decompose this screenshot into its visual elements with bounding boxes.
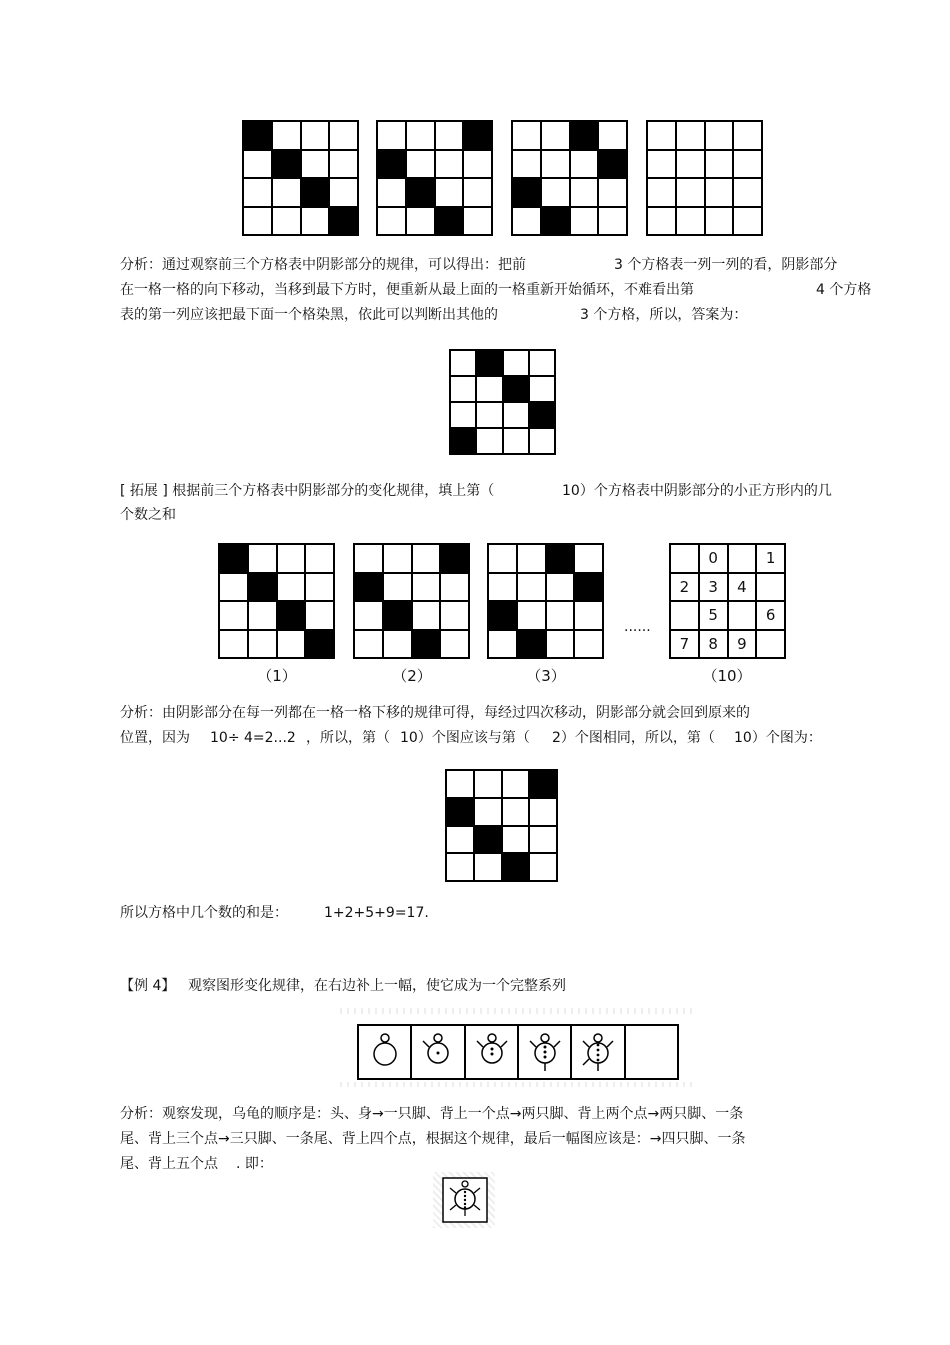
grid-10-cell: [670, 544, 699, 573]
ellipsis: ......: [624, 619, 651, 635]
analysis3-line2: 尾、背上三个点→三只脚、一条尾、背上四个点，根据这个规律，最后一幅图应该是：→四只脚、一条: [120, 1131, 746, 1147]
grid-10-cell: [728, 601, 757, 630]
analysis3-line3a: 尾、背上五个点: [120, 1156, 218, 1172]
grid-cell-shaded: [546, 544, 575, 573]
turtle-frame-4: [519, 1026, 572, 1078]
analysis1-line1a: 分析：通过观察前三个方格表中阴影部分的规律，可以得出：把前: [120, 257, 526, 273]
grid-10-cell: 9: [728, 630, 757, 659]
ext-grid-3-caption: （3）: [526, 667, 566, 685]
grid-cell-shaded: [354, 573, 383, 602]
grid-cell: [463, 150, 492, 179]
ext-grid-2-caption: （2）: [392, 667, 432, 685]
turtle-frame-2: [412, 1026, 465, 1078]
grid-cell-shaded: [502, 853, 530, 881]
grid-cell: [412, 573, 441, 602]
grid-cell-shaded: [277, 601, 306, 630]
grid-cell: [517, 601, 546, 630]
grid-cell: [733, 178, 762, 207]
grid-cell: [219, 601, 248, 630]
grid-cell: [503, 350, 529, 376]
grid-cell: [301, 150, 330, 179]
grid-cell: [243, 150, 272, 179]
grid-cell: [570, 178, 599, 207]
grid-cell: [705, 150, 734, 179]
grid-10-cell: [670, 601, 699, 630]
grid-cell-shaded: [574, 573, 603, 602]
grid-cell: [529, 428, 555, 454]
grid-10-cell: 7: [670, 630, 699, 659]
grid-10-cell: 8: [699, 630, 728, 659]
grid-cell: [243, 178, 272, 207]
top-grid-3: [511, 120, 628, 236]
grid-cell-shaded: [450, 428, 476, 454]
grid-cell: [377, 178, 406, 207]
grid-cell: [412, 601, 441, 630]
grid-cell: [450, 376, 476, 402]
grid-cell: [354, 601, 383, 630]
scan-noise-bottom: [340, 1082, 695, 1087]
grid-10-numbers: [669, 543, 786, 659]
turtle-two-legs-tail-three-dots-icon: [519, 1026, 571, 1078]
grid-cell-shaded: [503, 376, 529, 402]
grid-cell: [476, 402, 502, 428]
grid-cell: [517, 544, 546, 573]
answer-turtle: [433, 1172, 495, 1228]
analysis3-line1: 分析：观察发现，乌龟的顺序是：头、身→一只脚、背上一个点→两只脚、背上两个点→两只脚、一条: [120, 1106, 744, 1122]
grid-cell-shaded: [406, 178, 435, 207]
grid-cell-shaded: [440, 544, 469, 573]
grid-cell: [541, 121, 570, 150]
grid-cell: [502, 798, 530, 826]
grid-cell: [301, 207, 330, 236]
grid-cell: [272, 121, 301, 150]
grid-cell-shaded: [329, 207, 358, 236]
grid-cell: [503, 402, 529, 428]
grid-cell: [705, 178, 734, 207]
grid-cell: [676, 150, 705, 179]
grid-cell: [377, 121, 406, 150]
grid-cell: [474, 770, 502, 798]
grid-cell: [435, 150, 464, 179]
grid-cell: [450, 402, 476, 428]
grid-cell: [305, 573, 334, 602]
scan-noise-top: [340, 1008, 695, 1014]
grid-cell-shaded: [488, 601, 517, 630]
grid-cell: [406, 121, 435, 150]
grid-cell: [474, 798, 502, 826]
grid-cell: [412, 544, 441, 573]
grid-cell: [647, 121, 676, 150]
grid-cell-shaded: [474, 826, 502, 854]
grid-cell-shaded: [435, 207, 464, 236]
grid-cell: [546, 630, 575, 659]
sum-label: 所以方格中几个数的和是：: [120, 905, 288, 921]
grid-cell: [546, 601, 575, 630]
grid-cell-shaded: [272, 150, 301, 179]
grid-cell: [529, 376, 555, 402]
turtle-three-legs-tail-four-dots-icon: [572, 1026, 624, 1078]
grid-cell: [647, 207, 676, 236]
grid-cell: [512, 207, 541, 236]
grid-cell: [733, 121, 762, 150]
grid-cell: [517, 573, 546, 602]
grid-10-cell: 1: [756, 544, 785, 573]
grid-cell: [647, 150, 676, 179]
grid-cell: [435, 178, 464, 207]
grid-cell: [446, 770, 474, 798]
grid-cell: [354, 630, 383, 659]
example4-text: 观察图形变化规律，在右边补上一幅，使它成为一个完整系列: [188, 978, 566, 994]
extension-line1a: [ 拓展 ] 根据前三个方格表中阴影部分的变化规律，填上第（: [120, 483, 495, 499]
analysis2-line2d: 10）个图应该与第（: [400, 730, 530, 746]
analysis1-line1b: 3 个方格表一列一列的看，阴影部分: [614, 257, 838, 273]
turtle-one-leg-one-dot-icon: [412, 1026, 464, 1078]
grid-cell: [488, 630, 517, 659]
grid-cell: [574, 630, 603, 659]
grid-cell: [529, 350, 555, 376]
analysis2-line1: 分析：由阴影部分在每一列都在一格一格下移的规律可得，每经过四次移动，阴影部分就会回到原来的: [120, 705, 750, 721]
grid-cell: [329, 121, 358, 150]
grid-cell: [598, 178, 627, 207]
grid-cell: [570, 150, 599, 179]
grid-cell: [733, 207, 762, 236]
grid-cell: [705, 207, 734, 236]
turtle-frame-1: [359, 1026, 412, 1078]
answer-grid-1: [449, 349, 556, 455]
grid-cell: [733, 150, 762, 179]
analysis2-line2e: 2）个图相同，所以，第（: [552, 730, 715, 746]
grid-cell: [248, 630, 277, 659]
analysis2-line2b: 10÷ 4=2...2: [210, 730, 296, 746]
turtle-four-legs-tail-five-dots-icon: [433, 1172, 495, 1228]
grid-cell-shaded: [529, 770, 557, 798]
grid-cell-shaded: [301, 178, 330, 207]
grid-cell-shaded: [529, 402, 555, 428]
turtle-frame-6-blank: [626, 1026, 677, 1078]
analysis3-line3b: . 即：: [236, 1156, 273, 1172]
analysis1-line2a: 在一格一格的向下移动，当移到最下方时，便重新从最上面的一格重新开始循环，不难看出第: [120, 282, 694, 298]
grid-cell: [377, 207, 406, 236]
grid-cell: [305, 544, 334, 573]
grid-cell-shaded: [476, 350, 502, 376]
grid-cell: [574, 544, 603, 573]
grid-cell: [529, 798, 557, 826]
grid-cell: [406, 207, 435, 236]
grid-cell: [512, 150, 541, 179]
grid-10-cell: [756, 630, 785, 659]
analysis2-line2a: 位置，因为: [120, 730, 190, 746]
grid-cell: [676, 121, 705, 150]
ext-grid-1-caption: （1）: [257, 667, 297, 685]
extension-line2: 个数之和: [120, 507, 176, 523]
grid-10-cell: 0: [699, 544, 728, 573]
grid-cell-shaded: [377, 150, 406, 179]
grid-cell: [705, 121, 734, 150]
grid-cell: [440, 630, 469, 659]
top-grid-4-blank: [646, 120, 763, 236]
grid-cell-shaded: [248, 573, 277, 602]
grid-cell: [647, 178, 676, 207]
grid-10-cell: 5: [699, 601, 728, 630]
grid-cell: [440, 573, 469, 602]
answer-grid-2: [445, 769, 558, 882]
turtle-sequence: [357, 1024, 679, 1080]
grid-cell: [503, 428, 529, 454]
ext-grid-1: [218, 543, 335, 659]
analysis1-line3b: 3 个方格，所以，答案为：: [580, 307, 748, 323]
grid-cell-shaded: [305, 630, 334, 659]
extension-line1b: 10）个方格表中阴影部分的小正方形内的几: [562, 483, 832, 499]
grid-cell: [488, 544, 517, 573]
grid-cell: [383, 630, 412, 659]
grid-cell-shaded: [598, 150, 627, 179]
grid-cell: [570, 207, 599, 236]
grid-cell-shaded: [541, 207, 570, 236]
grid-cell: [406, 150, 435, 179]
grid-cell-shaded: [517, 630, 546, 659]
grid-10-caption: （10）: [702, 667, 752, 685]
turtle-frame-5: [572, 1026, 625, 1078]
grid-cell: [277, 573, 306, 602]
grid-cell: [354, 544, 383, 573]
grid-cell-shaded: [412, 630, 441, 659]
grid-cell-shaded: [512, 178, 541, 207]
grid-10-cell: 4: [728, 573, 757, 602]
grid-cell: [541, 150, 570, 179]
top-grid-2: [376, 120, 493, 236]
grid-cell: [598, 207, 627, 236]
grid-10-cell: [756, 573, 785, 602]
grid-cell-shaded: [243, 121, 272, 150]
grid-cell: [248, 544, 277, 573]
analysis1-line3a: 表的第一列应该把最下面一个格染黑，依此可以判断出其他的: [120, 307, 498, 323]
grid-10-cell: 3: [699, 573, 728, 602]
grid-10-cell: 2: [670, 573, 699, 602]
ext-grid-3: [487, 543, 604, 659]
grid-cell: [243, 207, 272, 236]
analysis2-line2f: 10）个图为：: [734, 730, 822, 746]
turtle-two-legs-two-dots-icon: [466, 1026, 518, 1078]
grid-cell: [219, 630, 248, 659]
grid-cell: [529, 826, 557, 854]
grid-cell: [301, 121, 330, 150]
grid-cell: [383, 573, 412, 602]
grid-cell: [383, 544, 412, 573]
grid-cell: [440, 601, 469, 630]
grid-cell: [329, 150, 358, 179]
grid-cell: [476, 428, 502, 454]
grid-cell: [474, 853, 502, 881]
analysis1-line2b: 4 个方格: [816, 282, 872, 298]
grid-cell: [329, 178, 358, 207]
grid-cell: [488, 573, 517, 602]
grid-cell: [277, 630, 306, 659]
ext-grid-2: [353, 543, 470, 659]
grid-cell: [248, 601, 277, 630]
grid-cell: [546, 573, 575, 602]
grid-cell: [277, 544, 306, 573]
grid-10-cell: 6: [756, 601, 785, 630]
grid-cell: [219, 573, 248, 602]
grid-cell: [446, 826, 474, 854]
grid-cell: [435, 121, 464, 150]
grid-10-cell: [728, 544, 757, 573]
grid-cell: [676, 178, 705, 207]
grid-cell: [676, 207, 705, 236]
grid-cell-shaded: [446, 798, 474, 826]
grid-cell-shaded: [383, 601, 412, 630]
grid-cell: [446, 853, 474, 881]
grid-cell: [463, 178, 492, 207]
grid-cell: [502, 826, 530, 854]
grid-cell: [502, 770, 530, 798]
grid-cell: [512, 121, 541, 150]
grid-cell: [305, 601, 334, 630]
turtle-head-body-icon: [359, 1026, 411, 1078]
top-grid-1: [242, 120, 359, 236]
grid-cell: [272, 178, 301, 207]
grid-cell: [541, 178, 570, 207]
grid-cell: [598, 121, 627, 150]
grid-cell: [463, 207, 492, 236]
analysis2-line2c: ，所以，第（: [306, 730, 390, 746]
sum-value: 1+2+5+9=17.: [324, 905, 429, 921]
example4-tag: 【例 4】: [120, 978, 176, 994]
grid-cell: [529, 853, 557, 881]
grid-cell-shaded: [219, 544, 248, 573]
grid-cell: [450, 350, 476, 376]
grid-cell-shaded: [570, 121, 599, 150]
grid-cell: [272, 207, 301, 236]
turtle-frame-3: [466, 1026, 519, 1078]
grid-cell: [476, 376, 502, 402]
grid-cell: [574, 601, 603, 630]
grid-cell-shaded: [463, 121, 492, 150]
